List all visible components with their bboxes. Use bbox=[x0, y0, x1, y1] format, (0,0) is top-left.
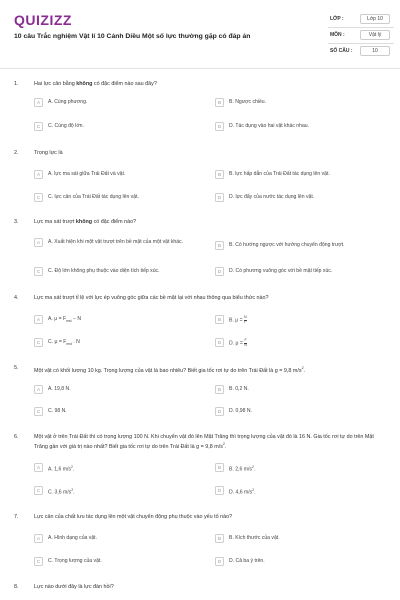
option-text: B. μ = $\frac{N}{F}$ bbox=[229, 315, 247, 324]
option-text: B. Ngược chiều. bbox=[229, 99, 267, 105]
question-text: Hai lực cân bằng không có đặc điểm nào sau đây? bbox=[34, 81, 157, 87]
question-text: Trọng lực là bbox=[34, 150, 63, 156]
option-text: C. $\mu = F_{mst}$ . N bbox=[48, 339, 80, 347]
option-letter: A bbox=[34, 315, 43, 324]
option-letter: D bbox=[215, 486, 224, 495]
question-number: 7. bbox=[14, 514, 19, 520]
question-number: 3. bbox=[14, 219, 19, 225]
option-letter: B bbox=[215, 315, 224, 324]
question-number: 6. bbox=[14, 434, 19, 440]
question-text: Một vật ở trên Trái Đất thì có trọng lượng 100 N. Khi chuyển vật đó lên Mặt Trăng thì trọng lượng của vật đó là 16 N. Gia tốc rơi tự do trên Mặt Trăng gần với giá trị nào nhất? Biết gia tốc rơi tự do trên Trái Đất là g = 9,8 $m/s^2$. bbox=[34, 434, 374, 451]
option-letter: A bbox=[34, 385, 43, 394]
question-number: 1. bbox=[14, 81, 19, 87]
option-text: D. Có phương vuông góc với bề mặt tiếp xúc. bbox=[229, 268, 333, 274]
option-letter: C bbox=[34, 338, 43, 347]
option-text: B. 2,6 $m/s^2$. bbox=[229, 465, 256, 473]
option-letter: C bbox=[34, 193, 43, 202]
option-text: A. lực ma sát giữa Trái Đất và vật. bbox=[48, 171, 126, 177]
question-text: Lực nào dưới đây là lực đàn hồi? bbox=[34, 584, 114, 590]
meta-class-label: LỚP : bbox=[330, 16, 344, 22]
option-text: D. Cả ba ý trên. bbox=[229, 558, 265, 564]
option-letter: C bbox=[34, 407, 43, 416]
meta-subject-value: Vật lý bbox=[360, 30, 390, 40]
fraction: $\frac{N}{F}$ bbox=[243, 315, 247, 324]
option-letter: D bbox=[215, 267, 224, 276]
option-text: B. 0,2 N. bbox=[229, 386, 249, 392]
option-letter: A bbox=[34, 534, 43, 543]
question-text: Lực cản của chất lưu tác dụng lên một vật chuyển động phụ thuộc vào yếu tố nào? bbox=[34, 514, 233, 520]
option-text: D. Tác dụng vào hai vật khác nhau. bbox=[229, 123, 310, 129]
option-letter: D bbox=[215, 338, 224, 347]
option-text: C. 3,6 $m/s^2$. bbox=[48, 488, 75, 496]
option-text: D. 0,98 N. bbox=[229, 408, 252, 414]
meta-count-value: 10 bbox=[360, 46, 390, 56]
option-letter: B bbox=[215, 385, 224, 394]
option-letter: B bbox=[215, 463, 224, 472]
option-text: B. Có hướng ngược với hướng chuyển động trượt. bbox=[229, 242, 345, 248]
option-text: C. lực cản của Trái Đất tác dụng lên vật. bbox=[48, 194, 139, 200]
page-title: 10 câu Trắc nghiệm Vật lí 10 Cánh Diều Một số lực thường gặp có đáp án bbox=[14, 33, 251, 40]
option-text: C. Độ lớn không phụ thuộc vào diện tích tiếp xúc. bbox=[48, 268, 160, 274]
option-letter: C bbox=[34, 267, 43, 276]
meta-class-value: Lớp 10 bbox=[360, 14, 390, 24]
option-letter: C bbox=[34, 122, 43, 131]
option-text: A. 1,6 $m/s^2$. bbox=[48, 465, 75, 473]
option-text: A. Cùng phương. bbox=[48, 99, 88, 105]
option-letter: D bbox=[215, 407, 224, 416]
option-letter: A bbox=[34, 238, 43, 247]
document-header bbox=[0, 0, 400, 68]
option-letter: C bbox=[34, 557, 43, 566]
divider bbox=[328, 27, 394, 28]
option-text: B. lực hấp dẫn của Trái Đất tác dụng lên vật. bbox=[229, 171, 330, 177]
option-letter: C bbox=[34, 486, 43, 495]
fraction: $\frac{F}{N}$ bbox=[244, 338, 247, 347]
divider bbox=[328, 43, 394, 44]
option-letter: D bbox=[215, 122, 224, 131]
question-number: 2. bbox=[14, 150, 19, 156]
question-number: 4. bbox=[14, 295, 19, 301]
meta-subject-label: MÔN : bbox=[330, 32, 345, 38]
option-letter: B bbox=[215, 534, 224, 543]
question-text: Lực ma sát trượt tỉ lệ với lực ép vuông góc giữa các bề mặt lại với nhau thông qua biểu thức nào? bbox=[34, 295, 269, 301]
option-letter: D bbox=[215, 193, 224, 202]
option-text: C. Trọng lượng của vật. bbox=[48, 558, 102, 564]
header-divider bbox=[0, 68, 400, 69]
option-letter: B bbox=[215, 98, 224, 107]
option-text: A. 19,8 N. bbox=[48, 386, 71, 392]
option-text: C. Cùng độ lớn. bbox=[48, 123, 84, 129]
question-number: 5. bbox=[14, 365, 19, 371]
option-text: B. Kích thước của vật. bbox=[229, 535, 280, 541]
quizizz-logo: QUIZIZZ bbox=[14, 12, 72, 28]
option-text: A. Xuất hiện khi một vật trượt trên bề mặt của một vật khác. bbox=[48, 239, 184, 245]
option-letter: B bbox=[215, 170, 224, 179]
question-text: Một vật có khối lượng 10 kg. Trọng lượng của vật là bao nhiêu? Biết gia tốc rơi tự do trên Trái Đất là g = 9,8 $m/s^2$. bbox=[34, 366, 306, 374]
option-letter: D bbox=[215, 557, 224, 566]
meta-count-label: SỐ CÂU : bbox=[330, 48, 353, 54]
option-letter: B bbox=[215, 241, 224, 250]
option-text: A. $\mu = F_{mst} - N$ bbox=[48, 316, 82, 324]
question-number: 8. bbox=[14, 584, 19, 590]
option-letter: A bbox=[34, 98, 43, 107]
option-text: C. 98 N. bbox=[48, 408, 67, 414]
option-text: D. 4,6 $m/s^2$. bbox=[229, 488, 256, 496]
question-text: Lực ma sát trượt không có đặc điểm nào? bbox=[34, 219, 137, 225]
option-text: A. Hình dạng của vật. bbox=[48, 535, 97, 541]
option-letter: A bbox=[34, 463, 43, 472]
option-text: D. lực đẩy của nước tác dụng lên vật. bbox=[229, 194, 315, 200]
option-letter: A bbox=[34, 170, 43, 179]
option-text: D. μ = $\frac{F}{N}$ bbox=[229, 338, 247, 347]
